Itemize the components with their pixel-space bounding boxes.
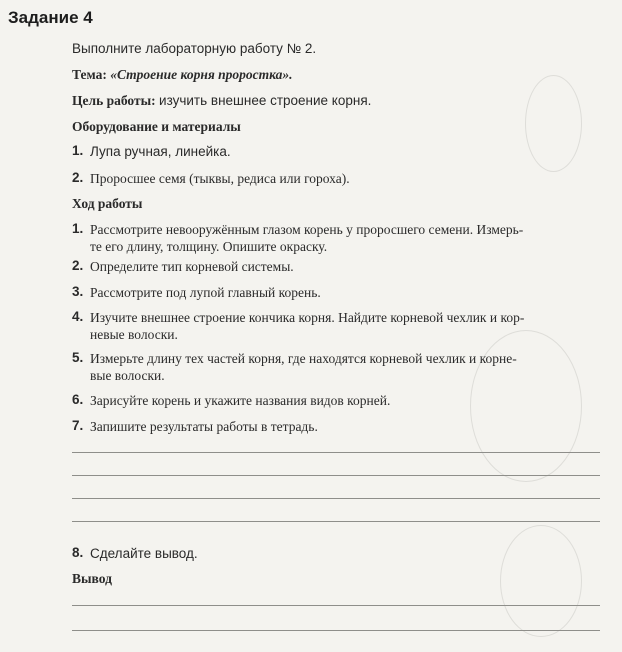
reverse-side-illustration [500, 525, 582, 637]
answer-line[interactable] [72, 452, 600, 453]
procedure-item-number: 2. [72, 258, 84, 273]
equipment-heading: Оборудование и материалы [72, 119, 241, 134]
procedure-item [90, 221, 605, 255]
procedure-item-line: вые волоски. [90, 368, 165, 383]
conclusion-answer-line[interactable] [72, 630, 600, 631]
conclusion-label: Вывод [72, 571, 112, 586]
goal-value: изучить внешнее строение корня. [159, 93, 372, 108]
equipment-item-number: 2. [72, 170, 84, 185]
procedure-item-line: невые волоски. [90, 327, 178, 342]
procedure-item-line: Изучите внешнее строение кончика корня. Найдите корневой чехлик и кор- [90, 310, 525, 325]
equipment-item: Проросшее семя (тыквы, редиса или гороха). [90, 171, 350, 186]
equipment-item-number: 1. [72, 143, 84, 158]
procedure-item: Зарисуйте корень и укажите названия видов корней. [90, 393, 391, 408]
procedure-heading: Ход работы [72, 196, 143, 211]
procedure-item-number: 6. [72, 392, 84, 407]
procedure-item [90, 350, 605, 384]
intro-text: Выполните лабораторную работу № 2. [72, 41, 317, 56]
procedure-item-number: 3. [72, 284, 84, 299]
procedure-item-line: Рассмотрите невооружённым глазом корень у проросшего семени. Измерь- [90, 222, 524, 237]
procedure-item-number: 7. [72, 418, 84, 433]
page-title: Задание 4 [8, 8, 93, 27]
topic-line [72, 66, 293, 83]
procedure-item-number: 8. [72, 545, 84, 560]
procedure-item-line: те его длину, толщину. Опишите окраску. [90, 239, 328, 254]
answer-line[interactable] [72, 521, 600, 522]
procedure-item: Сделайте вывод. [90, 546, 198, 561]
topic-value: «Строение корня проростка». [110, 67, 293, 82]
procedure-item-number: 5. [72, 350, 84, 365]
procedure-item: Определите тип корневой системы. [90, 259, 294, 274]
conclusion-answer-line[interactable] [72, 605, 600, 606]
procedure-item-line: Измерьте длину тех частей корня, где находятся корневой чехлик и корне- [90, 351, 517, 366]
procedure-item [90, 309, 605, 343]
procedure-item: Запишите результаты работы в тетрадь. [90, 419, 318, 434]
goal-line [72, 92, 371, 109]
topic-label: Тема: [72, 67, 107, 82]
answer-line[interactable] [72, 475, 600, 476]
procedure-item-number: 4. [72, 309, 84, 324]
procedure-item: Рассмотрите под лупой главный корень. [90, 285, 321, 300]
procedure-item-number: 1. [72, 221, 84, 236]
equipment-item: Лупа ручная, линейка. [90, 144, 231, 159]
goal-label: Цель работы: [72, 93, 156, 108]
answer-line[interactable] [72, 498, 600, 499]
